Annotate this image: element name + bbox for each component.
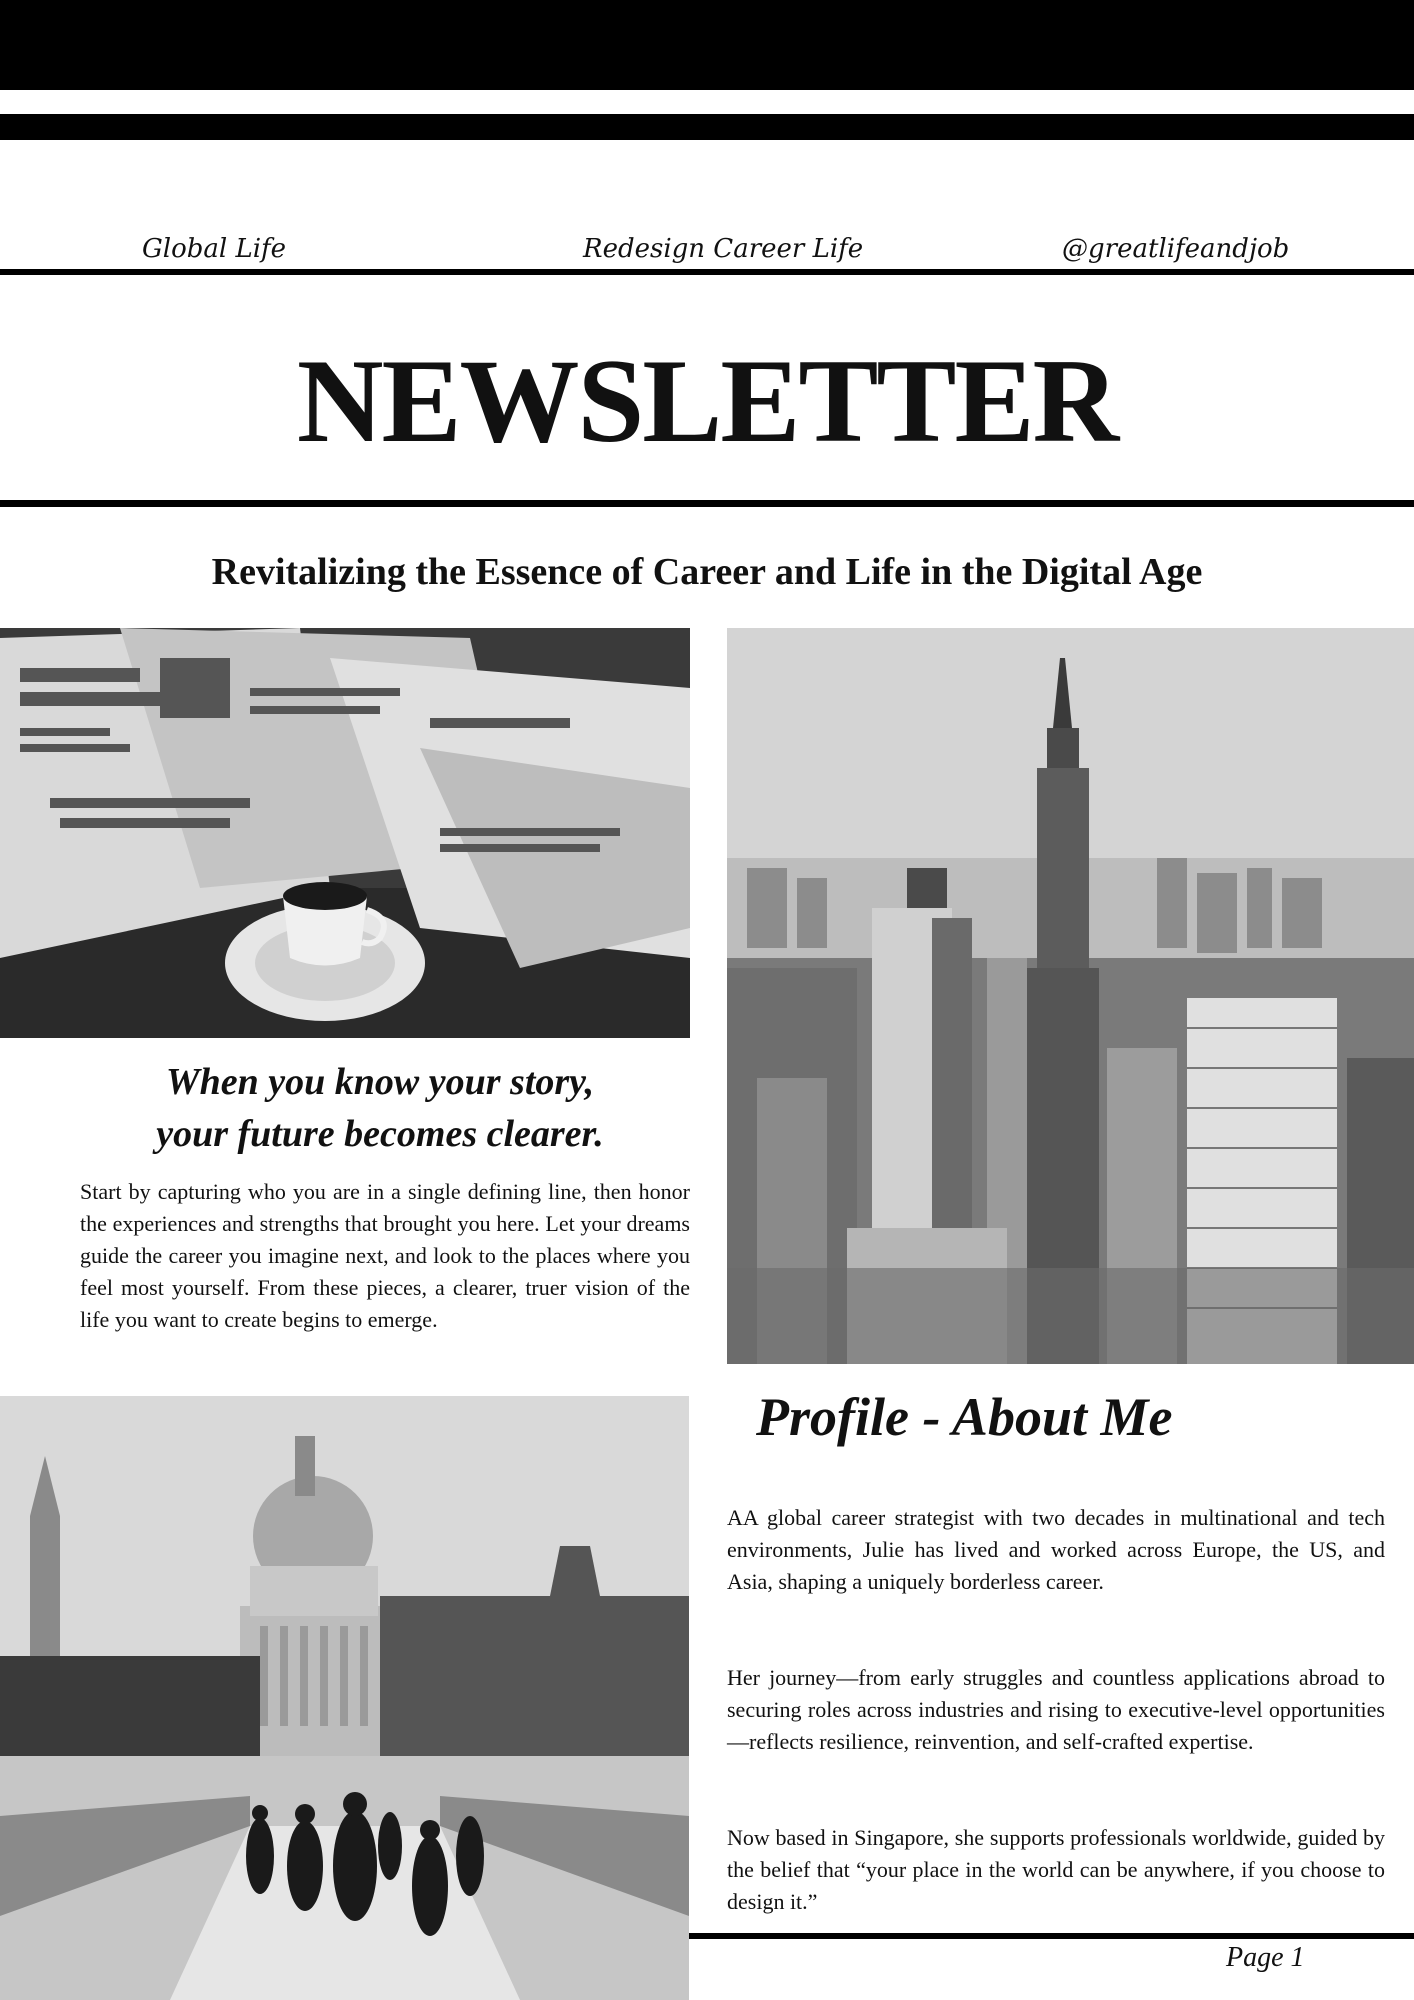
london-bridge-photo [0, 1396, 689, 2000]
headline: Revitalizing the Essence of Career and Life in the Digital Age [211, 551, 1203, 593]
city-skyline-photo [727, 628, 1414, 1364]
top-bar-thin [0, 114, 1414, 140]
top-bar-thick [0, 0, 1414, 90]
story-quote [40, 1056, 720, 1160]
footer-rule [689, 1933, 1414, 1939]
newspaper-coffee-photo [0, 628, 690, 1038]
profile-para-2: Her journey—from early struggles and countless applications abroad to securing roles across industries and rising to executive-level opportunities—reflects resilience, reinvention, and self-crafted expertise. [727, 1665, 1385, 1754]
masthead-rule [0, 500, 1414, 507]
tagline-redesign-career: Redesign Career Life [583, 234, 864, 264]
tagline-handle: @greatlifeandjob [1062, 234, 1290, 264]
profile-para-1: AA global career strategist with two decades in multinational and tech environments, Julie has lived and worked across Europe, the US, and Asia, shaping a uniquely borderless career. [727, 1505, 1385, 1594]
profile-para-3: Now based in Singapore, she supports professionals worldwide, guided by the belief that “your place in the world can be anywhere, if you choose to design it.” [727, 1825, 1385, 1914]
story-quote-line1: When you know your story, [165, 1061, 595, 1103]
profile-title: Profile - About Me [756, 1387, 1173, 1447]
tagline-global-life: Global Life [142, 234, 287, 264]
story-body: Start by capturing who you are in a single defining line, then honor the experiences and strengths that brought you here. Let your dreams guide the career you imagine next, and look to the places where you feel most yourself. From these pieces, a clearer, truer vision of the life you want to create begins to emerge. [80, 1179, 690, 1332]
header-rule [0, 269, 1414, 275]
page-number: Page 1 [1226, 1942, 1305, 1973]
masthead-title: NEWSLETTER [296, 334, 1118, 467]
story-quote-line2: your future becomes clearer. [156, 1113, 604, 1155]
